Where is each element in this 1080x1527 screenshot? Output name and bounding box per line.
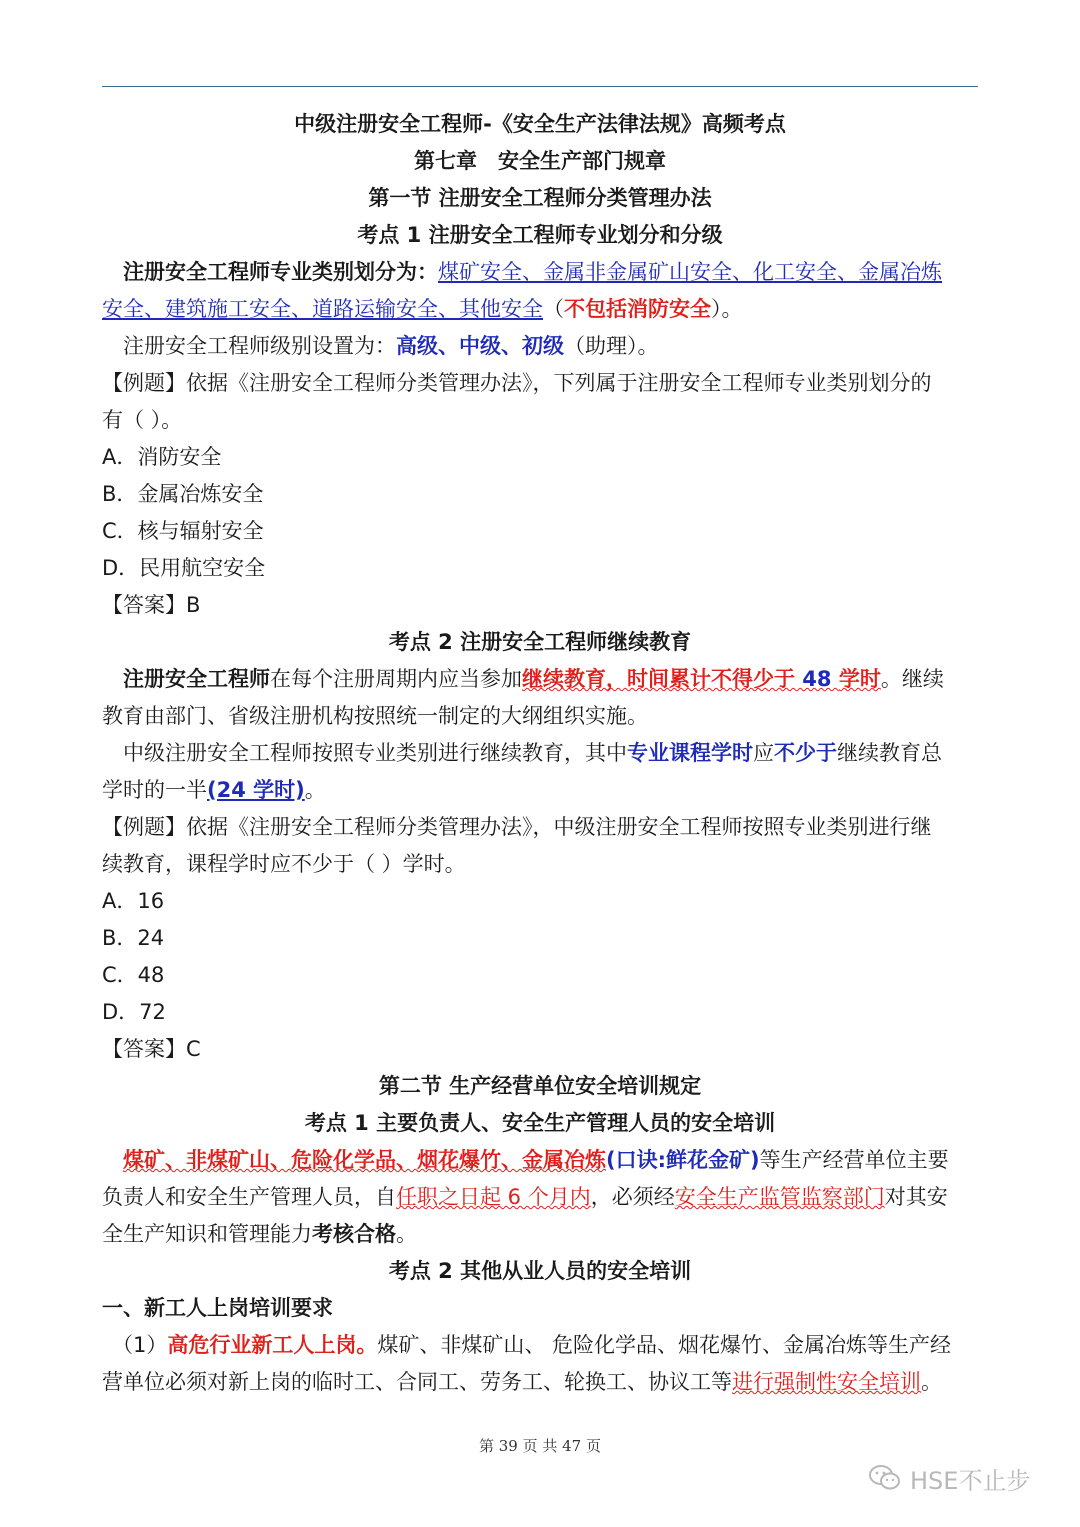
s1-k2-answer: 【答案】C xyxy=(102,1037,201,1061)
s2-k1-paragraph-cont-2: 全生产知识和管理能力考核合格。 xyxy=(102,1222,417,1246)
s1-k1-paragraph-1-cont: 安全、建筑施工安全、道路运输安全、其他安全（不包括消防安全）。 xyxy=(102,297,743,321)
chapter-title: 第七章 安全生产部门规章 xyxy=(414,149,666,173)
s1-k1-paragraph-2: 注册安全工程师级别设置为：高级、中级、初级（助理）。 xyxy=(123,334,659,358)
s2-k1-paragraph-cont-1: 负责人和安全生产管理人员，自任职之日起 6 个月内，必须经安全生产监管监察部门对其安 xyxy=(102,1185,948,1209)
s2-k1-paragraph: 煤矿、非煤矿山、危险化学品、烟花爆竹、金属冶炼(口诀:鲜花金矿)等生产经营单位主要 xyxy=(123,1148,949,1172)
s1-k2-paragraph-2-cont: 学时的一半(24 学时)。 xyxy=(102,778,326,802)
doc-title: 中级注册安全工程师-《安全生产法律法规》高频考点 xyxy=(294,112,786,136)
s1-k2-question-cont: 续教育，课程学时应不少于（ ）学时。 xyxy=(102,852,466,876)
s2-k2-paragraph-1-cont: 营单位必须对新上岗的临时工、合同工、劳务工、轮换工、协议工等进行强制性安全培训。 xyxy=(102,1370,942,1394)
page-content xyxy=(102,106,978,1401)
s1-k1-option-c: C．核与辐射安全 xyxy=(102,519,264,543)
s1-kaodian-1-title: 考点 1 注册安全工程师专业划分和分级 xyxy=(357,223,723,247)
s1-k2-option-d: D．72 xyxy=(102,1000,166,1024)
s1-k1-question-cont: 有（ ）。 xyxy=(102,408,183,432)
wechat-icon xyxy=(868,1463,902,1493)
s2-kaodian-2-title: 考点 2 其他从业人员的安全培训 xyxy=(388,1259,692,1283)
s1-k1-option-d: D．民用航空安全 xyxy=(102,556,266,580)
s1-k2-option-b: B．24 xyxy=(102,926,165,950)
section-1-title: 第一节 注册安全工程师分类管理办法 xyxy=(368,186,712,210)
s1-k2-option-c: C．48 xyxy=(102,963,165,987)
s1-k1-paragraph-1: 注册安全工程师专业类别划分为：煤矿安全、金属非金属矿山安全、化工安全、金属冶炼 xyxy=(123,260,942,284)
s1-k1-option-b: B．金属冶炼安全 xyxy=(102,482,264,506)
s2-k2-paragraph-1: （1）高危行业新工人上岗。煤矿、非煤矿山、 危险化学品、烟花爆竹、金属冶炼等生产经 xyxy=(112,1333,952,1357)
s1-k2-paragraph-2: 中级注册安全工程师按照专业类别进行继续教育，其中专业课程学时应不少于继续教育总 xyxy=(123,741,942,765)
s2-subheading-1: 一、新工人上岗培训要求 xyxy=(102,1296,333,1320)
s1-k1-question: 【例题】依据《注册安全工程师分类管理办法》，下列属于注册安全工程师专业类别划分的 xyxy=(102,371,932,395)
header-rule xyxy=(102,86,978,87)
s1-kaodian-2-title: 考点 2 注册安全工程师继续教育 xyxy=(388,630,692,654)
section-2-title: 第二节 生产经营单位安全培训规定 xyxy=(378,1074,702,1098)
s1-k2-paragraph-1: 注册安全工程师在每个注册周期内应当参加继续教育，时间累计不得少于 48 学时。继续 xyxy=(123,667,944,691)
s1-k2-paragraph-1-cont: 教育由部门、省级注册机构按照统一制定的大纲组织实施。 xyxy=(102,704,648,728)
watermark xyxy=(868,1458,1058,1498)
s2-kaodian-1-title: 考点 1 主要负责人、安全生产管理人员的安全培训 xyxy=(304,1111,776,1135)
s1-k2-question: 【例题】依据《注册安全工程师分类管理办法》，中级注册安全工程师按照专业类别进行继 xyxy=(102,815,932,839)
page-number: 第 39 页 共 47 页 xyxy=(478,1437,601,1455)
s1-k2-option-a: A．16 xyxy=(102,889,165,913)
s1-k1-option-a: A．消防安全 xyxy=(102,445,222,469)
watermark-text: HSE不止步 xyxy=(910,1466,1031,1495)
s1-k1-answer: 【答案】B xyxy=(102,593,201,617)
